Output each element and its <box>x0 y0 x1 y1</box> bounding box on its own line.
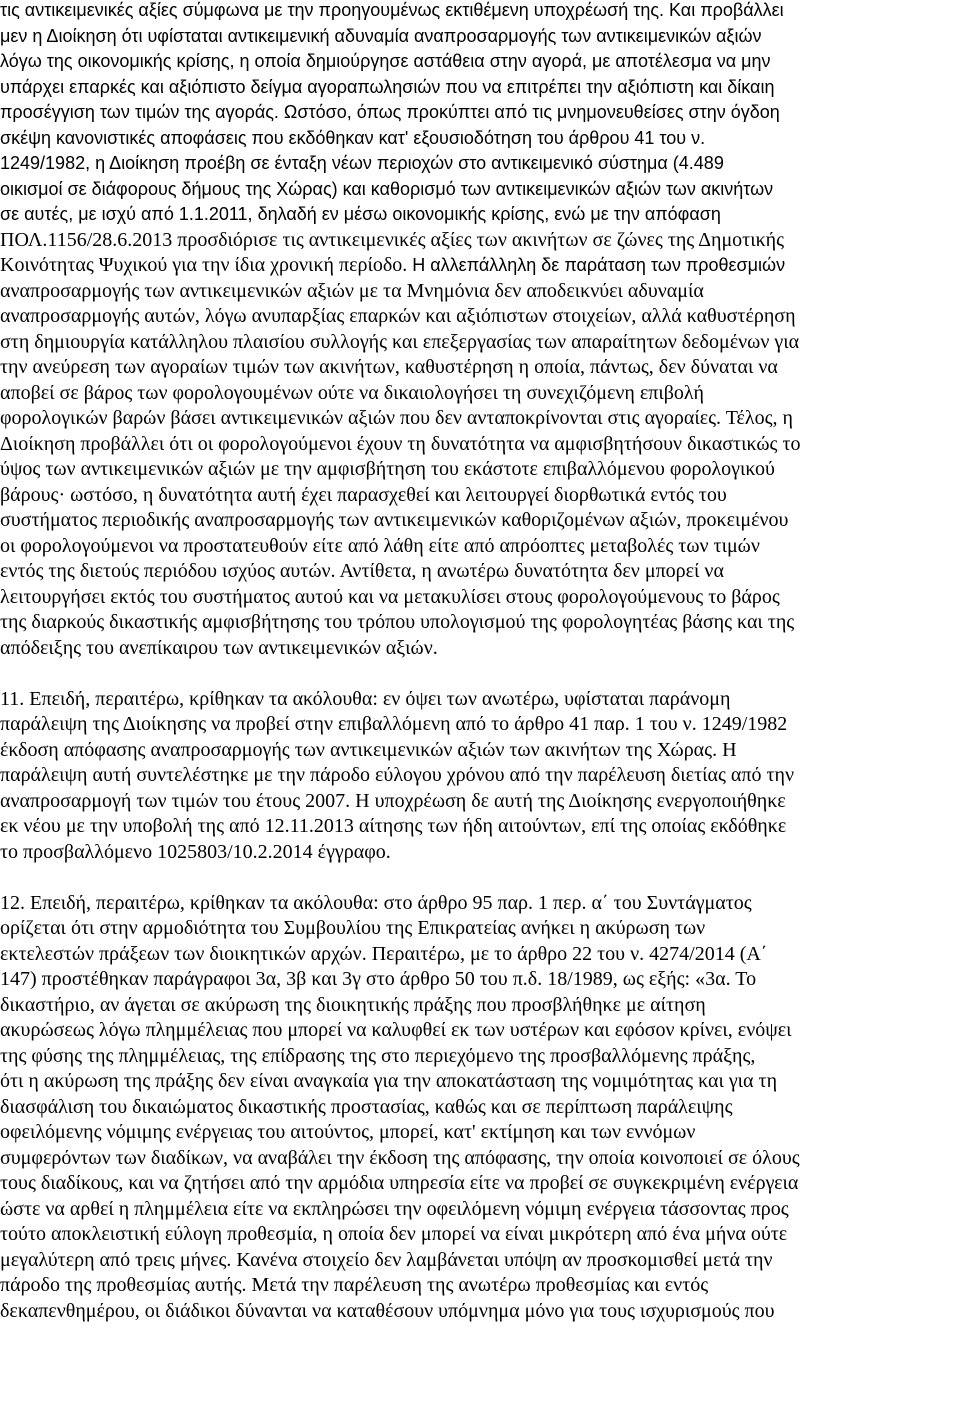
paragraph-11 <box>0 687 960 866</box>
text-line: προσέγγιση των τιμών της αγοράς. Ωστόσο, όπως προκύπτει από τις μνημονευθείσες στην όγδοη <box>0 102 780 122</box>
text-line: λόγω της οικονομικής κρίσης, η οποία δημιούργησε αστάθεια στην αγορά, με αποτέλεσμα να μην <box>0 51 771 71</box>
text-line: ότι η ακύρωση της πράξης δεν είναι αναγκαία για την αποκατάσταση της νομιμότητας και για τη <box>0 1070 778 1092</box>
text-segment: Κοινότητας Ψυχικού για την ίδια χρονική περίοδο. <box>0 254 408 276</box>
text-line: τις αντικειμενικές αξίες σύμφωνα με την προηγουμένως εκτιθέμενη υποχρέωσή της. Και προβάλλει <box>0 0 784 20</box>
text-line: συμφερόντων των διαδίκων, να αναβάλει την έκδοση της απόφασης, την οποία κοινοποιεί σε όλους <box>0 1146 800 1169</box>
text-line: 11. Επειδή, περαιτέρω, κρίθηκαν τα ακόλουθα: εν όψει των ανωτέρω, υφίσταται παράνομη <box>0 687 731 710</box>
text-line: συστήματος περιοδικής αναπροσαρμογής των αντικειμενικών καθοριζομένων αξιών, προκειμένου <box>0 509 789 531</box>
text-line: υπάρχει επαρκές και αξιόπιστο δείγμα αγοραπωλησιών που να επιτρέπει την αξιόπιστη και δίκαιη <box>0 76 775 97</box>
text-line: αναπροσαρμογή των τιμών του έτους 2007. Η υποχρέωση δε αυτή της Διοίκησης ενεργοποιήθηκε <box>0 789 786 812</box>
text-line: μεγαλύτερη από τρεις μήνες. Κανένα στοιχείο δεν λαμβάνεται υπόψη αν προσκομισθεί μετά την <box>0 1248 773 1271</box>
text-line-mixed <box>0 253 960 279</box>
paragraph-12 <box>0 891 960 1325</box>
text-line: της διαρκούς δικαστικής αμφισβήτησης του τρόπου υπολογισμού της φορολογητέας βάσης και της <box>0 611 795 633</box>
text-line: εντός της διετούς περιόδου ισχύος αυτών. Αντίθετα, η ανωτέρω δυνατότητα δεν μπορεί να <box>0 560 724 582</box>
text-line: δικαστήριο, αν άγεται σε ακύρωση της διοικητικής πράξης που προσβλήθηκε με αίτηση <box>0 993 706 1016</box>
text-line: μεν η Διοίκηση ότι υφίσταται αντικειμενική αδυναμία αναπροσαρμογής των αντικειμενικών αξιών <box>0 25 762 46</box>
text-line: 12. Επειδή, περαιτέρω, κρίθηκαν τα ακόλουθα: στο άρθρο 95 παρ. 1 περ. α΄ του Συντάγματος <box>0 891 752 914</box>
text-line: 147) προστέθηκαν παράγραφοι 3α, 3β και 3γ στο άρθρο 50 του π.δ. 18/1989, ως εξής: «3α. Το <box>0 968 757 990</box>
text-line: σε αυτές, με ισχύ από 1.1.2011, δηλαδή εν μέσω οικονομικής κρίσης, ενώ με την απόφαση <box>0 204 721 224</box>
text-line: απόδειξης του ανεπίκαιρου των αντικειμενικών αξιών. <box>0 636 438 659</box>
text-line: αναπροσαρμογής των αντικειμενικών αξιών με τα Μνημόνια δεν αποδεικνύει αδυναμία <box>0 279 704 302</box>
text-line: παράλειψη αυτή συντελέστηκε με την πάροδο εύλογου χρόνου από την παρέλευση διετίας από την <box>0 764 795 786</box>
text-line: τους διαδίκους, και να ζητήσει από την αρμόδια υπηρεσία είτε να προβεί σε συγκεκριμένη ενέργεια <box>0 1172 799 1194</box>
text-line: παράλειψη της Διοίκησης να προβεί στην επιβαλλόμενη από το άρθρο 41 παρ. 1 του ν. 1249/1982 <box>0 713 788 735</box>
text-line: αποβεί σε βάρος των φορολογουμένων ούτε να δικαιολογήσει τη συνεχιζόμενη επιβολή <box>0 381 704 404</box>
text-line: οφειλόμενης νόμιμης ενέργειας του αιτούντος, μπορεί, κατ' εκτίμηση και των εννόμων <box>0 1121 696 1143</box>
text-line: την ανεύρεση των αγοραίων τιμών των ακινήτων, καθυστέρηση η οποία, πάντως, δεν δύναται να <box>0 356 778 378</box>
text-line: ορίζεται ότι στην αρμοδιότητα του Συμβουλίου της Επικρατείας ανήκει η ακύρωση των <box>0 917 706 939</box>
text-line: σκέψη κανονιστικές αποφάσεις που εκδόθηκαν κατ' εξουσιοδότηση του άρθρου 41 του ν. <box>0 127 706 148</box>
text-line: ώστε να αρθεί η πλημμέλεια είτε να εκπληρώσει την οφειλόμενη νόμιμη ενέργεια τάσσοντας προς <box>0 1197 789 1220</box>
text-line: ΠΟΛ.1156/28.6.2013 προσδιόρισε τις αντικειμενικές αξίες των ακινήτων σε ζώνες της Δημοτικής <box>0 228 785 251</box>
text-line: οι φορολογούμενοι να προστατευθούν είτε από λάθη είτε από απρόοπτες μεταβολές των τιμών <box>0 534 760 557</box>
text-line: το προσβαλλόμενο 1025803/10.2.2014 έγγραφο. <box>0 840 391 863</box>
text-line: οικισμοί σε διάφορους δήμους της Χώρας) και καθορισμό των αντικειμενικών αξιών των ακινήτων <box>0 178 774 199</box>
text-line: εκτελεστών πράξεων των διοικητικών αρχών. Περαιτέρω, με το άρθρο 22 του ν. 4274/2014 (Α΄ <box>0 942 768 965</box>
text-segment: Η αλλεπάλληλη δε παράταση των προθεσμιών <box>407 255 786 275</box>
text-line: στη δημιουργία κατάλληλου πλαισίου συλλογής και επεξεργασίας των απαραίτητων δεδομένων για <box>0 330 800 353</box>
text-line: πάροδο της προθεσμίας αυτής. Μετά την παρέλευση της ανωτέρω προθεσμίας και εντός <box>0 1274 709 1296</box>
text-line: της φύσης της πλημμέλειας, της επίδρασης της στο περιεχόμενο της προσβαλλόμενης πράξης, <box>0 1044 756 1067</box>
paragraph-spacer <box>0 661 960 687</box>
text-line: έκδοση απόφασης αναπροσαρμογής των αντικειμενικών αξιών των ακινήτων της Χώρας. Η <box>0 738 737 761</box>
text-line: ακυρώσεως λόγω πλημμέλειας που μπορεί να καλυφθεί εκ των υστέρων και εφόσον κρίνει, ενόψει <box>0 1019 792 1041</box>
text-line: εκ νέου με την υποβολή της από 12.11.2013 αίτησης των ήδη αιτούντων, επί της οποίας εκδόθηκε <box>0 815 787 837</box>
text-line: φορολογικών βαρών βάσει αντικειμενικών αξιών που δεν ανταποκρίνονται στις αγοραίες. Τέλος, η <box>0 407 794 429</box>
text-line: δεκαπενθημέρου, οι διάδικοι δύνανται να καταθέσουν υπόμνημα μόνο για τους ισχυρισμούς που <box>0 1299 775 1322</box>
text-line: διασφάλιση του δικαιώματος δικαστικής προστασίας, καθώς και σε περίπτωση παράλειψης <box>0 1095 733 1118</box>
paragraph-10-continuation <box>0 0 960 661</box>
text-line: Διοίκηση προβάλλει ότι οι φορολογούμενοι έχουν τη δυνατότητα να αμφισβητήσουν δικαστικώς το <box>0 432 801 455</box>
text-line: τούτο αποκλειστική εύλογη προθεσμία, η οποία δεν μπορεί να είναι μικρότερη από ένα μήνα ούτε <box>0 1223 788 1245</box>
text-line: βάρους· ωστόσο, η δυνατότητα αυτή έχει παρασχεθεί και λειτουργεί διορθωτικά εντός του <box>0 483 727 506</box>
text-line: ύψος των αντικειμενικών αξιών με την αμφισβήτηση του εκάστοτε επιβαλλόμενου φορολογικού <box>0 458 775 480</box>
text-line: 1249/1982, η Διοίκηση προέβη σε ένταξη νέων περιοχών στο αντικειμενικό σύστημα (4.489 <box>0 153 724 173</box>
text-line: αναπροσαρμογής αυτών, λόγω ανυπαρξίας επαρκών και αξιόπιστων στοιχείων, αλλά καθυστέρηση <box>0 305 796 327</box>
text-line: λειτουργήσει εκτός του συστήματος αυτού και να μετακυλίσει στους φορολογούμενους το βάρος <box>0 585 780 608</box>
paragraph-spacer <box>0 865 960 891</box>
